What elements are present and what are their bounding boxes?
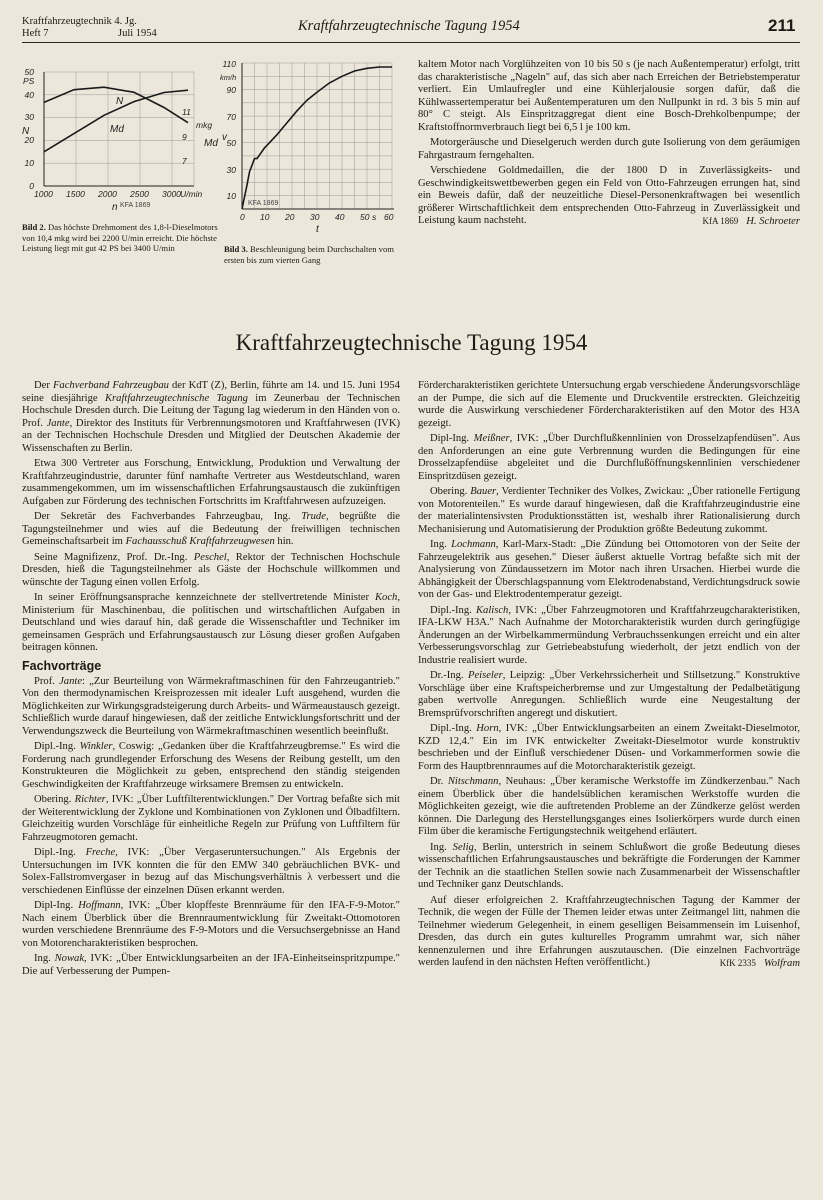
curve-label-Md: Md [110, 124, 124, 135]
y-left-tick: 0 [29, 181, 34, 191]
figure-2-caption: Bild 2. Das höchste Drehmoment des 1,8-l-Dieselmotors von 10,4 mkg wird bei 2200 U/min erreicht. Die höchste Leistung liegt mit gut 42 PS bei 3400 U/min [22, 222, 218, 253]
x-label: n [112, 202, 118, 213]
y-tick: 90 [226, 85, 236, 95]
x-unit: s [372, 212, 377, 222]
x-tick: 10 [260, 212, 270, 222]
talk-paragraph: Dipl-Ing. Meißner, IVK: „Über Durchflußkennlinien von Drosselzapfendüsen". Aus den Anforderungen an eine gute Verbrennung wurden die Bedingungen für eine Drosselzapfendüse abgeleitet und die Durchflußöffnungskennlinien verschiedener Einspritzdüsen gezeigt. [418, 433, 800, 482]
x-tick: 30 [310, 212, 320, 222]
figure-2-stamp: KFA 1869 [120, 202, 151, 209]
figure-3-chart [214, 45, 404, 235]
talk-paragraph: Dipl.-Ing. Horn, IVK: „Über Entwicklungsarbeiten an einem Zweitakt-Dieselmotor, KZD 12,4." Ein im IVK entwickelter Zweitakt-Dieselmotor wurde konstruktiv beschrieben und der Einfluß verschiedener Düsen- und Vorkammerformen sowie die Form des Hauptbrennraumes auf die Motorcharakteristik gezeigt. [418, 723, 800, 772]
x-tick: 40 [335, 212, 345, 222]
y-left-tick: 30 [24, 112, 34, 122]
talk-paragraph: Dipl.-Ing. Freche, IVK: „Über Vergaseruntersuchungen." Als Ergebnis der Untersuchungen im IVK konnten die für den EMW 340 gebräuchlichen BVK- und Solex-Fallstromvergaser in bezug auf das Mischungsverhältnis λ verbessert und die verschiedenen Einflüsse der einzelnen Düsen erkannt werden. [22, 847, 400, 896]
issue-number: Heft 7 [22, 28, 49, 39]
paragraph: Der Sekretär des Fachverbandes Fahrzeugbau, Ing. Trude, begrüßte die Tagungsteilnehmer und wies auf die Bedeutung der freiwilligen technischen Gemeinschaftsarbeit im Fachausschuß Kraftfahrzeugwesen hin. [22, 511, 401, 547]
talk-paragraph: Obering. Bauer, Verdienter Techniker des Volkes, Zwickau: „Über rationelle Fertigung von Motorenteilen." Es wurde darauf hingewiesen, daß die Kraftfahrzeugindustrie eine der materialintensivsten Produktionsstätten ist, weshalb ihrer Rationalisierung durch Mechanisierung und Automatisierung der Produktion größte Bedeutung zukommt. [418, 486, 801, 535]
y-left-tick: 20 [24, 135, 34, 145]
talk-paragraph: Ing. Lochmann, Karl-Marx-Stadt: „Die Zündung bei Ottomotoren von der Seite der Fahrzeugelektrik aus gesehen." Dieser äußerst aktuelle Vortrag befaßte sich mit der Analysierung von Zündaussetzern im Motor nach ihren Ursachen. Hierbei wurde die Abhängigkeit der Überschlagspannung vom Elektrodenabstand, Verdichtungsdruck sowie von der Gas- und Elektrodentemperatur gezeigt. [418, 539, 800, 600]
author: Wolfram [763, 958, 800, 969]
talk-paragraph: Dr.-Ing. Peiseler, Leipzig: „Über Verkehrssicherheit und Stillsetzung." Konstruktive Vorschläge über eine Kraftspeicherbremse und zur Umgestaltung der Pedalbetätigung gaben wertvolle Anregungen. Schließlich wurde eine Neugestaltung der Bremsprüfvorschriften angeregt und diskutiert. [418, 670, 800, 719]
paragraph: Seine Magnifizenz, Prof. Dr.-Ing. Peschel, Rektor der Technischen Hochschule Dresden, hieß die Tagungsteilnehmer als Gäste der Hochschule willkommen und wünschte der Tagung einen vollen Erfolg. [22, 551, 401, 588]
x-unit: U/min [180, 189, 203, 199]
y-left-tick: 50 [24, 67, 34, 77]
paragraph: Auf dieser erfolgreichen 2. Kraftfahrzeugtechnischen Tagung der Kammer der Technik, die wegen der Fülle der Themen leider etwas unter Zeitmangel litt, nahmen die Teilnehmer wiederum Gelegenheit, in einem geselligen Beisammensein im Luisenhof, Dresden, das durch ein gutes kulturelles Programm umrahmt war, sich näher kennenzulernen und ihre Erfahrungen auszutauschen. (Die einzelnen Fachvorträge werden laufend in den nächsten Heften veröffentlicht.) KfK 2335 Wolfram [418, 894, 800, 969]
paragraph: Motorgeräusche und Dieselgeruch werden durch gute Isolierung von dem geräumigen Fahrgastraum ferngehalten. [418, 137, 800, 161]
talk-paragraph: Dipl.-Ing. Kalisch, IVK: „Über Fahrzeugmotoren und Kraftfahrzeugcharakteristiken, IFA-LKW H3A." Nach Aufnahme der Motorcharakteristik wurden durch geringfügige Änderungen an der Wirbelkammermündung Verbrauchssenkungen erreicht und ein alter Verbesserungsvorschlag zur Getriebeabstufung wiederholt, der jetzt endlich von der Industrie realisiert wurde. [418, 604, 800, 666]
author: H. Schroeter [746, 216, 800, 227]
x-tick: 2000 [98, 189, 117, 199]
journal-name: Kraftfahrzeugtechnik 4. Jg. [22, 16, 137, 27]
x-tick: 2500 [130, 189, 149, 199]
curve-label-N: N [116, 96, 124, 107]
y-unit: km/h [220, 73, 237, 82]
issue-date: Juli 1954 [118, 28, 157, 39]
x-tick: 60 [384, 212, 394, 222]
y-left-label: N [22, 126, 30, 137]
left-column [22, 380, 400, 981]
y-tick: 50 [226, 138, 236, 148]
figure-3-caption: Bild 3. Beschleunigung beim Durchschalten vom ersten bis zum vierten Gang [224, 244, 394, 265]
talk-paragraph: Dipl.-Ing. Winkler, Coswig: „Gedanken über die Kraftfahrzeugbremse." Es wird die Forderung nach grundlegender Erforschung des Wesens der Reibung gestellt, um den Konstrukteuren die Möglichkeit zu geben, entsprechend den ständig steigenden Geschwindigkeiten der Kraftfahrzeuge wirksamere Bremsen zu entwickeln. [22, 741, 400, 790]
figure-2-chart [20, 60, 220, 215]
x-label: t [316, 224, 319, 235]
article-ref: KfA 1869 [702, 216, 739, 226]
talk-paragraph: Obering. Richter, IVK: „Über Luftfilterentwicklungen." Der Vortrag befaßte sich mit der Weiterentwicklung der Zyklone und Kombinationen von Zyklonen und Ölbadfiltern. Gleichzeitig wurden Vorschläge für einheitliche Regeln zur Prüfung von Luftfiltern für Fahrzeugmotoren gemacht. [22, 794, 400, 843]
x-tick: 20 [285, 212, 295, 222]
y-right-tick: 9 [182, 132, 187, 142]
talk-paragraph: Dr. Nitschmann, Neuhaus: „Über keramische Werkstoffe im Zündkerzenbau." Nach einem Überblick über die handelsüblichen keramischen Werkstoffe wurden die Möglichkeiten gezeigt, wie die auftretenden Probleme an der Zündkerze gelöst werden können. Die Darlegung des Herstellungsganges eines Isolierkörpers wurde durch einen Film über die keramische Fertigungstechnik weitgehend erläutert. [418, 776, 800, 837]
running-title: Kraftfahrzeugtechnische Tagung 1954 [298, 18, 520, 34]
y-left-tick: 40 [24, 90, 34, 100]
right-column [418, 380, 800, 973]
y-tick: 110 [222, 59, 236, 69]
right-top-column [418, 59, 800, 231]
x-tick: 1000 [34, 189, 53, 199]
talk-paragraph: Prof. Jante: „Zur Beurteilung von Wärmekraftmaschinen für den Fahrzeugantrieb." Von den thermodynamischen Kreisprozessen mit idealer Luft ausgehend, wurden die Möglichkeiten zur Wirkungsgradsteigerung durch Arbeits- und Wärmeaustausch gezeigt. Schließlich wurde darauf hingewiesen, daß der zeitliche Entwicklungsfortschritt und der Verwendungszweck die Beurteilung von Wärmekraftmaschinen wesentlich beeinflußt. [22, 675, 400, 737]
x-tick: 0 [240, 212, 245, 222]
y-tick: 70 [226, 112, 236, 122]
article-ref: KfK 2335 [719, 958, 756, 968]
y-tick: 10 [226, 191, 236, 201]
y-right-unit: mkg [196, 120, 213, 130]
paragraph: kaltem Motor nach Vorglühzeiten von 10 bis 50 s (je nach Außentemperatur) erfolgt, tritt das charakteristische „Nageln" auf, das sich aber nach Erreichen der Betriebstemperatur verliert. Ein Umlaufregler und eine Kühlerjalousie sorgen dafür, daß die Kühlwassertemperatur bei Außentemperaturen um den Nullpunkt in rd. 3 bis 5 min auf 80° C steigt. Als Einspritzaggregat dient eine Bosch-Drehkolbenpumpe; der Kraftstoffnormverbrauch liegt bei 6,5 l je 100 km. [418, 59, 800, 133]
talk-paragraph: Dipl-Ing. Hoffmann, IVK: „Über klopffeste Brennräume für den IFA-F-9-Motor." Nach einem Überblick über die Brennraumentwicklung für Zweitakt-Ottomotoren wurden verschiedene Brennräume des F-9-Motors und die Versuchsergebnisse an Hand von Motorencharakteristiken besprochen. [22, 900, 401, 949]
talk-paragraph: Ing. Nowak, IVK: „Über Entwicklungsarbeiten an der IFA-Einheitseinspritzpumpe." Die auf Verbesserung der Pumpen- [22, 953, 401, 977]
y-left-tick: 10 [24, 158, 34, 168]
y-left-unit: PS [23, 76, 35, 86]
y-right-label: Md [204, 138, 218, 149]
talk-paragraph: Ing. Selig, Berlin, unterstrich in seinem Schlußwort die große Bedeutung dieses wissenschaftlichen Erfahrungsaustausches und bekräftigte die Forderungen der Kammer der Technik an die staatlichen Stellen sowie nach Zusammenarbeit der Wissenschaftler und Techniker ganz Deutschlands. [418, 841, 800, 890]
paragraph: Etwa 300 Vertreter aus Forschung, Entwicklung, Produktion und Verwaltung der Kraftfahrzeugindustrie, darunter fünf namhafte Vertreter aus Westdeutschland, waren zusammengekommen, um im wissenschaftlichen Erfahrungsaustausch die zukünftigen Aufgaben zur Förderung des technischen Fortschritts im Kraftfahrwesen aufzuzeigen. [22, 458, 400, 507]
x-tick: 50 [360, 212, 370, 222]
section-heading: Fachvorträge [22, 658, 102, 673]
page-number: 211 [768, 16, 796, 35]
x-tick: 3000 [162, 189, 181, 199]
x-tick: 1500 [66, 189, 85, 199]
paragraph: Der Fachverband Fahrzeugbau der KdT (Z), Berlin, führte am 14. und 15. Juni 1954 seine diesjährige Kraftfahrzeugtechnische Tagung im Zeunerbau der Technischen Hochschule Dresden durch. Die Leitung der Tagung lag wiederum in den Händen von o. Prof. Jante, Direktor des Instituts für Verbrennungsmotoren und Kraftfahrwesen (IVK) an der Technischen Hochschule Dresden und Mitglied der Deutschen Akademie der Wissenschaften zu Berlin. [22, 380, 400, 454]
y-tick: 30 [226, 165, 236, 175]
paragraph: Fördercharakteristiken gerichtete Untersuchung ergab verschiedene Änderungsvorschläge an der Pumpe, die sich auf die Elemente und Druckventile erstreckten. Gleichzeitig wurde die Auswirkung verschiedener Fördercharakteristiken auf den Motor des H3A gezeigt. [418, 380, 800, 429]
y-label: v [222, 132, 227, 143]
figure-3-stamp: KFA 1869 [248, 200, 279, 207]
paragraph: In seiner Eröffnungsansprache kennzeichnete der stellvertretende Minister Koch, Ministerium für Maschinenbau, die politischen und wirtschaftlichen Aufgaben in Deutschland und wies darauf hin, daß gerade die Wissenschaftler und Techniker im gemeinsamen Gespräch und Erfahrungsaustausch zur Lösung dieser großen Aufgaben beitragen können. [22, 592, 400, 653]
header-rule [22, 42, 800, 43]
paragraph: Verschiedene Goldmedaillen, die der 1800 D in Zuverlässigkeits- und Geschwindigkeitswettbewerben gegen ein Feld von Otto-Fahrzeugen errungen hat, sind ein Beweis dafür, daß der neuzeitliche Diesel-Personenkraftwagen bei wesentlich größerer Wirtschaftlichkeit dem entsprechenden Otto-Fahrzeug in Zuverlässigkeit und Leistung kaum nachsteht. KfA 1869 H. Schroeter [418, 165, 800, 227]
article-title: Kraftfahrzeugtechnische Tagung 1954 [235, 330, 588, 355]
y-right-tick: 7 [182, 156, 187, 166]
y-right-tick: 11 [182, 107, 191, 117]
